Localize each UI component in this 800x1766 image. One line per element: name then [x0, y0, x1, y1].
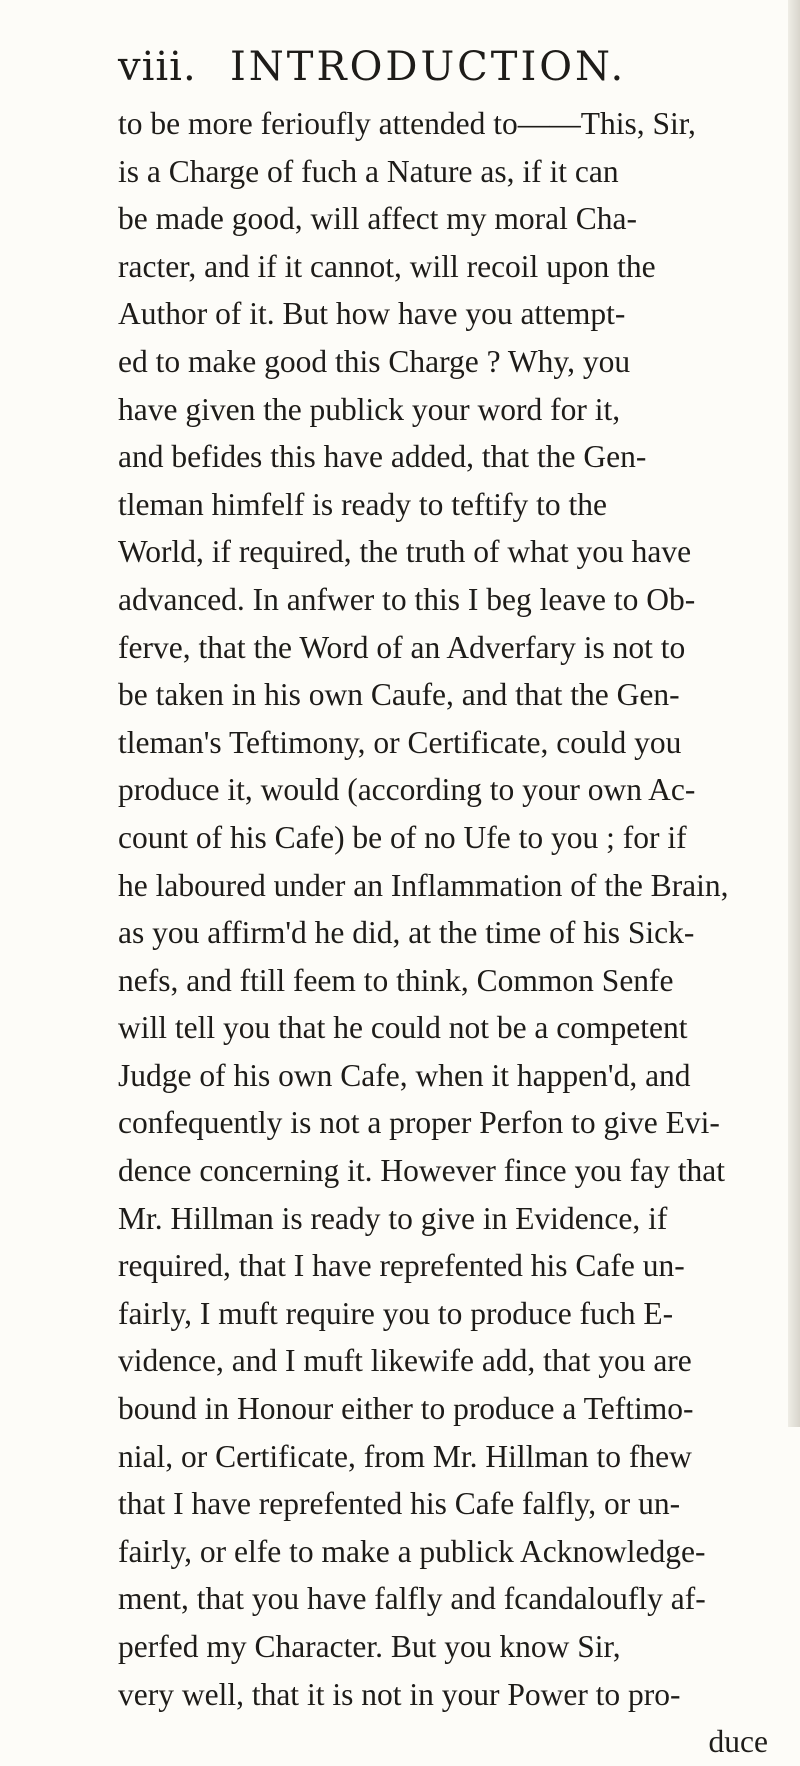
- text-line: bound in Honour either to produce a Teftimo-: [118, 1391, 694, 1427]
- text-line: is a Charge of fuch a Nature as, if it can: [118, 153, 619, 189]
- text-line: produce it, would (according to your own Ac-: [118, 772, 696, 808]
- text-line: Mr. Hillman is ready to give in Evidence, if: [118, 1200, 668, 1236]
- text-line: vidence, and I muft likewife add, that you are: [118, 1343, 692, 1379]
- text-line: ment, that you have falfly and fcandaloufly af-: [118, 1581, 706, 1617]
- text-line: fairly, or elfe to make a publick Acknowledge-: [118, 1533, 706, 1569]
- page-edge-shadow: [788, 0, 800, 1427]
- body-text: [118, 100, 768, 1766]
- text-line: will tell you that he could not be a competent: [118, 1010, 688, 1046]
- text-line: to be more ferioufly attended to——This, Sir,: [118, 106, 696, 141]
- text-line: nefs, and ftill feem to think, Common Senfe: [118, 962, 674, 998]
- text-line: tleman's Teftimony, or Certificate, could you: [118, 724, 682, 760]
- text-line: Author of it. But how have you attempt-: [118, 296, 626, 332]
- text-line: he laboured under an Inflammation of the Brain,: [118, 867, 729, 903]
- text-line: ferve, that the Word of an Adverfary is not to: [118, 629, 686, 665]
- text-line: count of his Cafe) be of no Ufe to you ; for if: [118, 819, 687, 855]
- text-line: fairly, I muft require you to produce fuch E-: [118, 1295, 674, 1331]
- text-line: World, if required, the truth of what you have: [118, 534, 692, 570]
- text-line: be taken in his own Caufe, and that the Gen-: [118, 677, 680, 713]
- text-line: Judge of his own Cafe, when it happen'd, and: [118, 1057, 691, 1093]
- text-line: dence concerning it. However fince you fay that: [118, 1153, 725, 1189]
- text-line: very well, that it is not in your Power to pro-: [118, 1676, 681, 1712]
- text-line: tleman himfelf is ready to teftify to the: [118, 486, 607, 522]
- text-line: ed to make good this Charge ? Why, you: [118, 343, 631, 379]
- text-line: perfed my Character. But you know Sir,: [118, 1629, 621, 1664]
- page-header: [118, 42, 738, 88]
- text-line: racter, and if it cannot, will recoil upon the: [118, 248, 656, 284]
- text-line: confequently is not a proper Perfon to give Evi-: [118, 1105, 720, 1141]
- running-head: INTRODUCTION.: [230, 44, 627, 90]
- page-number: viii.: [118, 44, 197, 90]
- text-line: required, that I have reprefented his Cafe un-: [118, 1248, 685, 1284]
- catchword: duce: [708, 1724, 768, 1760]
- text-line: be made good, will affect my moral Cha-: [118, 201, 638, 237]
- text-line: have given the publick your word for it,: [118, 391, 621, 427]
- text-line: nial, or Certificate, from Mr. Hillman to fhew: [118, 1438, 692, 1474]
- text-line: as you affirm'd he did, at the time of his Sick-: [118, 915, 695, 951]
- text-line: that I have reprefented his Cafe falfly, or un-: [118, 1486, 681, 1522]
- text-line: and befides this have added, that the Gen-: [118, 439, 647, 475]
- text-line: advanced. In anfwer to this I beg leave to Ob-: [118, 581, 696, 617]
